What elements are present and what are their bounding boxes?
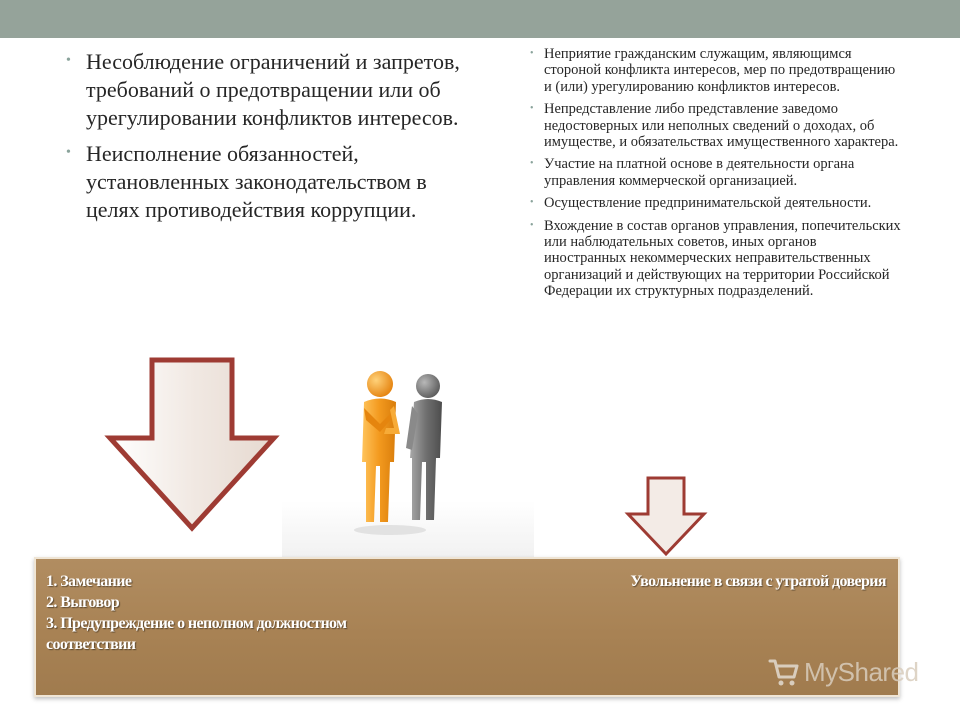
watermark xyxy=(768,656,919,688)
watermark-text: MyShared xyxy=(804,656,919,687)
penalties-list xyxy=(46,571,406,655)
grounds-list xyxy=(530,46,902,306)
down-arrow-small-icon xyxy=(624,474,708,558)
title-bar xyxy=(0,0,960,38)
list-item: • Несоблюдение ограничений и запретов, требований о предотвращении или об урегулировании конфликтов интересов. xyxy=(66,48,466,132)
list-item: • Неисполнение обязанностей, установленных законодательством в целях противодействия коррупции. xyxy=(66,140,466,224)
cart-icon xyxy=(768,657,800,687)
list-item: • Вхождение в состав органов управления, попечительских или наблюдательных советов, иных органов иностранных некоммерческих неправительственных организаций и действующих на территории Российской Федерации их структурных подразделений. xyxy=(530,218,902,300)
list-item: • Непредставление либо представление заведомо недостоверных или неполных сведений о доходах, об имуществе, и обязательствах имущественного характера. xyxy=(530,101,902,150)
down-arrow-large-icon xyxy=(104,354,280,534)
list-item: • Участие на платной основе в деятельности органа управления коммерческой организацией. xyxy=(530,156,902,189)
dismissal-label: Увольнение в связи с утратой доверия xyxy=(630,573,886,590)
list-item: 2. Выговор xyxy=(46,594,120,611)
list-item: • Неприятие гражданским служащим, являющимся стороной конфликта интересов, мер по предотвращению и (или) урегулированию конфликтов интересов. xyxy=(530,46,902,95)
list-item: 3. Предупреждение о неполном должностном соответствии xyxy=(46,615,347,653)
two-figures-illustration xyxy=(282,354,534,558)
people-icon xyxy=(282,354,534,558)
violations-list xyxy=(66,48,466,232)
list-item: • Осуществление предпринимательской деятельности. xyxy=(530,195,902,211)
list-item: 1. Замечание xyxy=(46,573,132,590)
